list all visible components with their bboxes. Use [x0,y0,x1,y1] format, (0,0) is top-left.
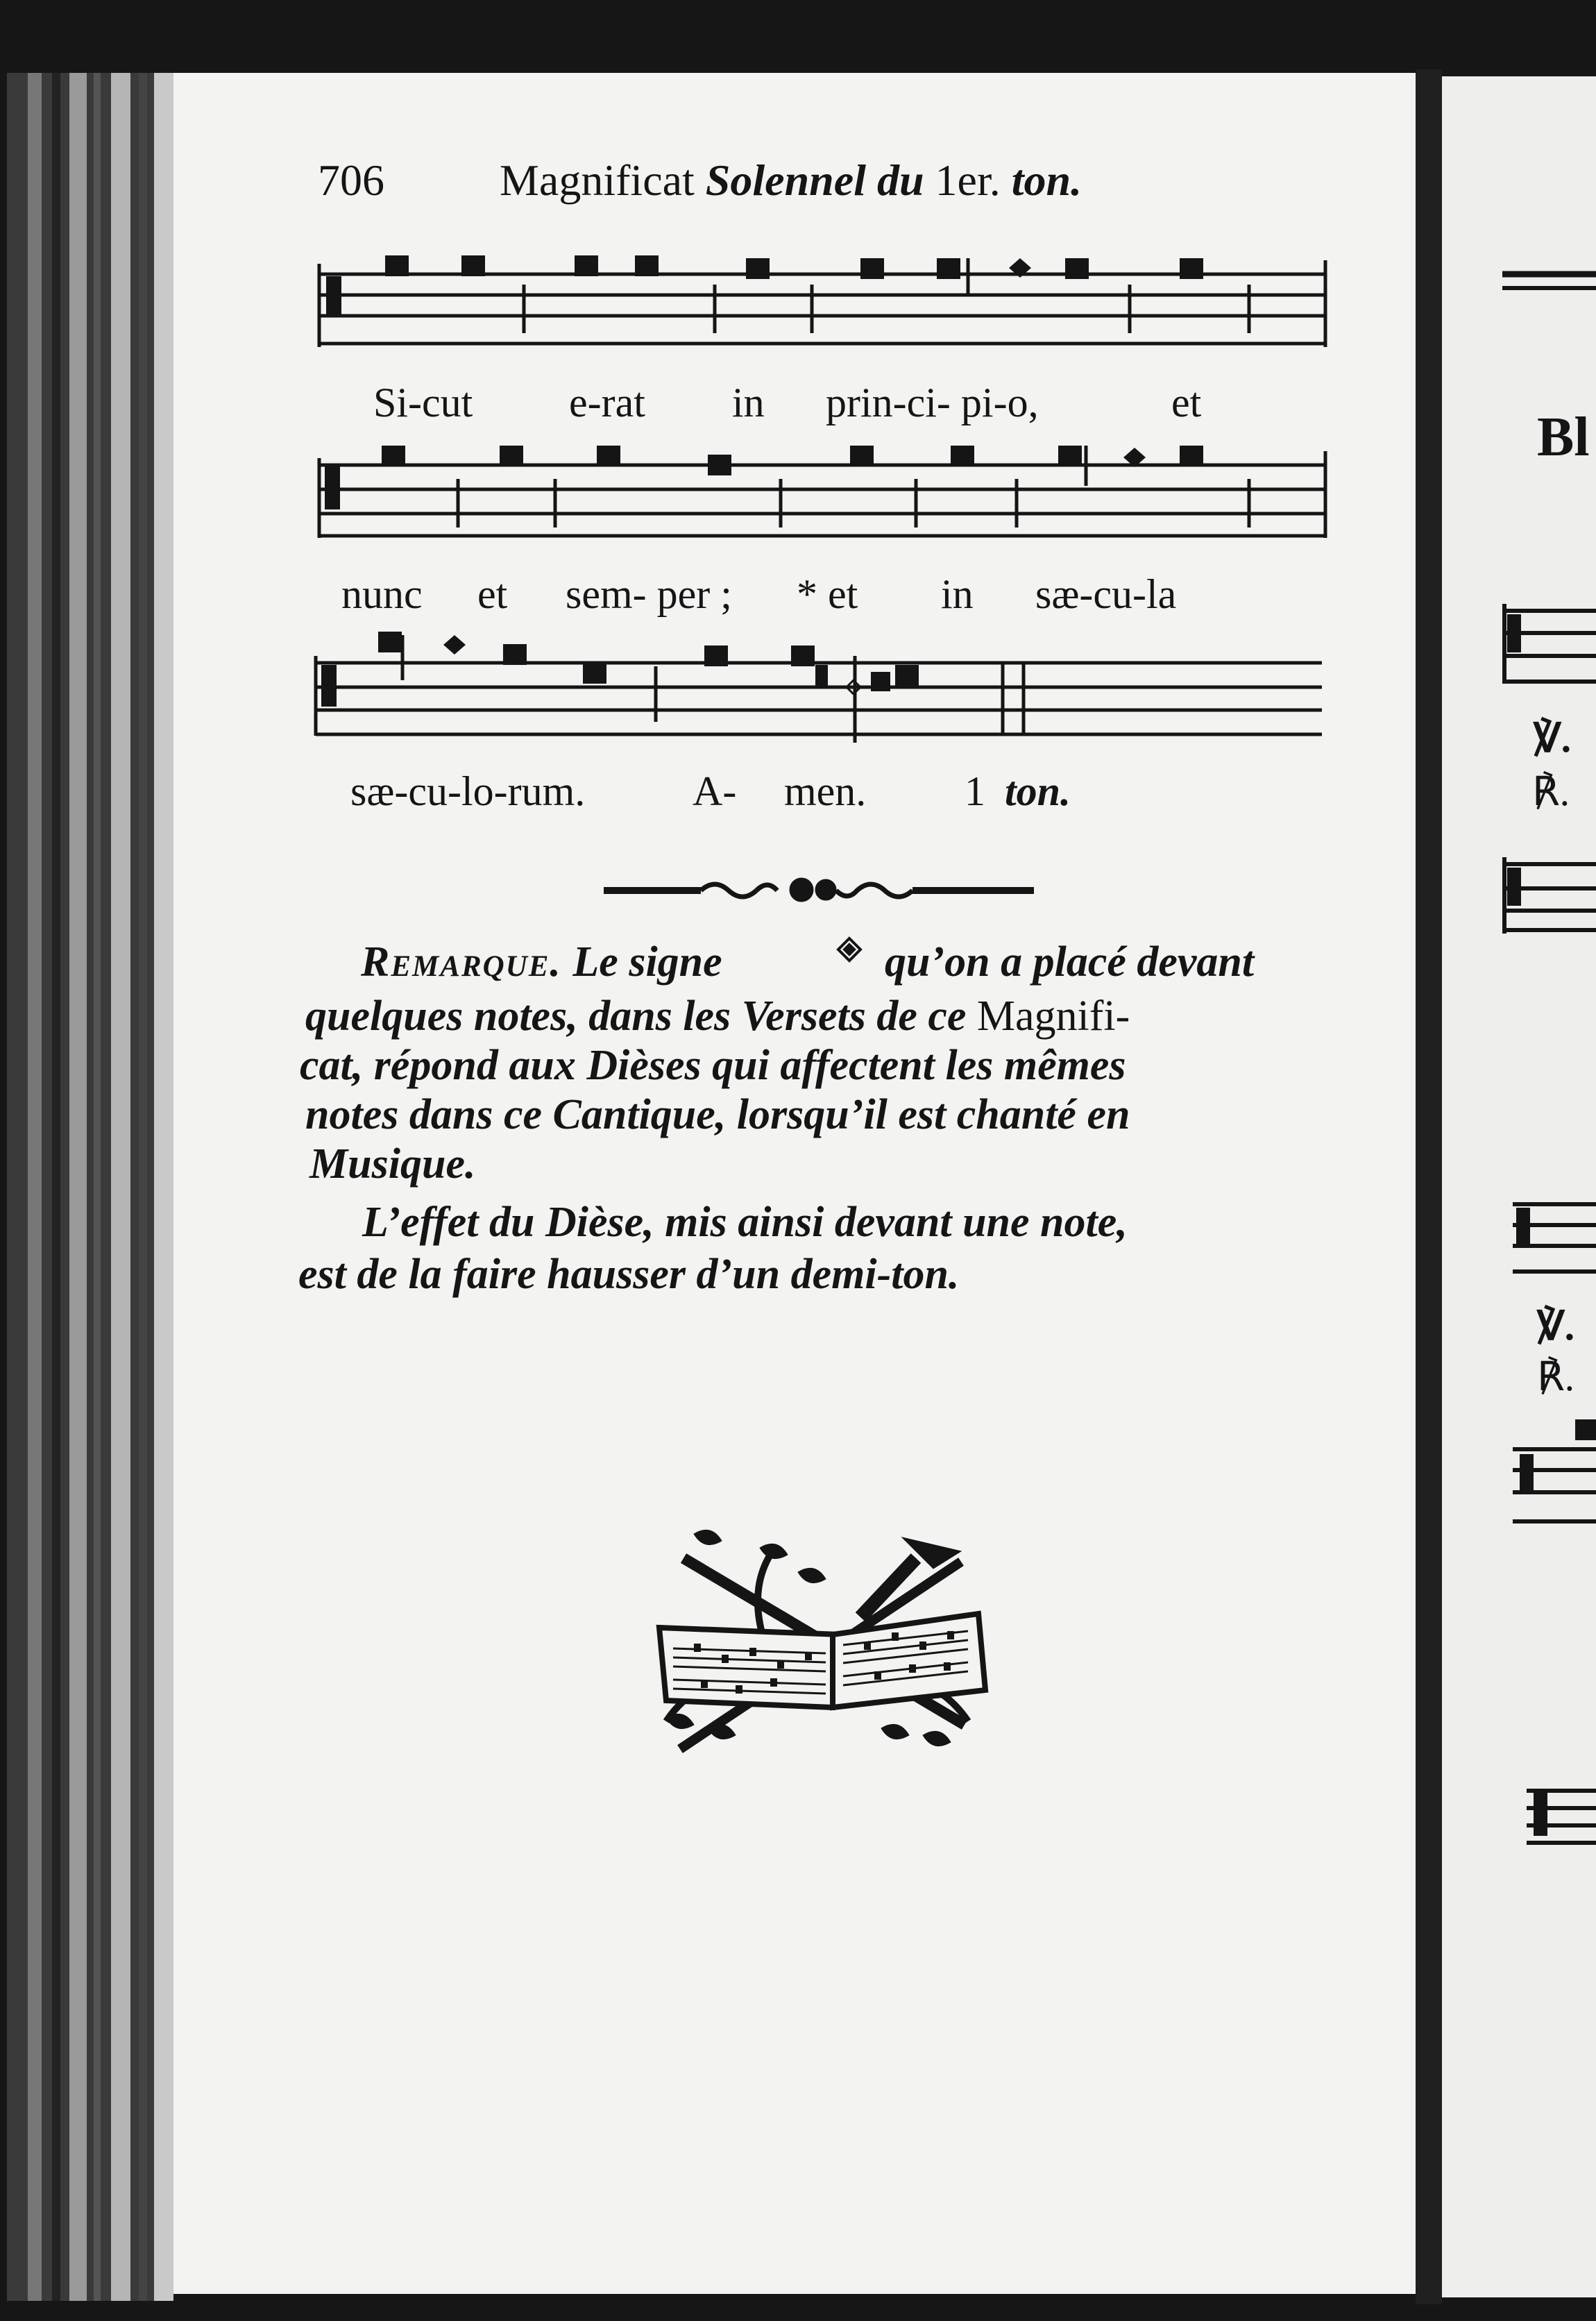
remark-line-1: Remarque. Le signe [361,938,722,986]
remark-line-7: est de la faire hausser d’un demi-ton. [298,1251,960,1298]
lyric-syllable: sæ-cu-la [1035,571,1177,617]
title-italic: Solennel du [705,155,924,205]
lyric-syllable: et [477,571,508,617]
right-heading-fragment: Bl [1537,407,1590,468]
title-end: ton. [1011,155,1083,205]
remark-line-2: quelques notes, dans les Versets de ce Magnifi- [305,993,1130,1040]
running-title [500,155,1083,205]
remark-line-1b: qu’on a placé devant [885,938,1255,986]
remark-label: Remarque. [361,938,562,986]
lyric-syllable: sem- per ; [566,571,732,617]
lyric-syllable: A- [693,768,737,814]
magnificat-word: Magnifi- [976,993,1130,1040]
c-clef-1 [326,276,341,314]
lyric-syllable: e-rat [569,380,645,425]
remark-line-3: cat, répond aux Dièses qui affectent les mêmes [300,1042,1126,1089]
response-mark: ℟. [1537,1354,1575,1399]
page-edge-stripes [7,73,173,2301]
remark-line-4: notes dans ce Cantique, lorsqu’il est chanté en [305,1091,1130,1138]
lyric-syllable: nunc [341,571,423,617]
lyric-syllable: Si-cut [373,380,473,425]
versicle-mark: ℣. [1534,716,1572,761]
remark-line-6: L’effet du Dièse, mis ainsi devant une note, [362,1199,1128,1246]
page-number: 706 [318,155,384,205]
c-clef-3 [321,665,337,707]
remark-line-5: Musique. [309,1140,476,1188]
lyric-syllable: in [732,380,765,425]
response-mark: ℟. [1532,769,1570,814]
lyric-syllable: prin-ci- pi-o, [826,380,1039,425]
lyric-syllable: men. [784,768,867,814]
title-plain: Magnificat [500,155,695,205]
lyric-syllable: * et [797,571,858,617]
tone-label: ton. [1005,768,1071,814]
versicle-mark: ℣. [1537,1303,1575,1349]
lyric-syllable: in [941,571,974,617]
tone-number: 1 [965,768,985,814]
lyric-syllable: et [1171,380,1202,425]
lyric-syllable: sæ-cu-lo-rum. [350,768,586,814]
c-clef-2 [325,466,340,509]
title-tail: 1er. [935,155,1001,205]
